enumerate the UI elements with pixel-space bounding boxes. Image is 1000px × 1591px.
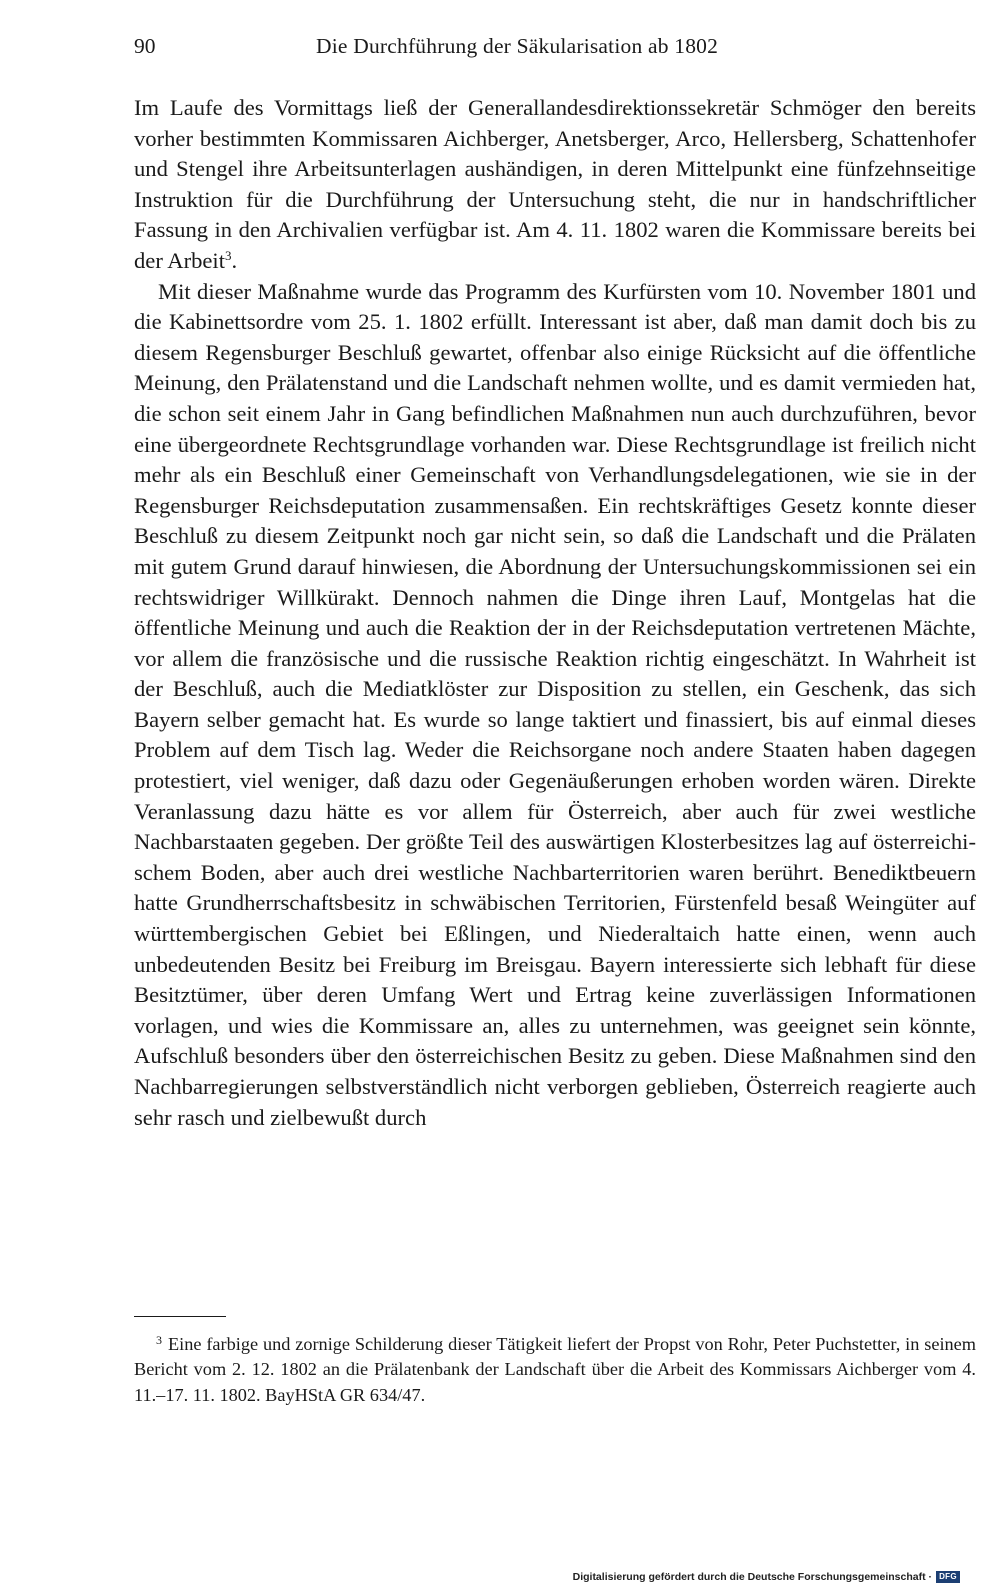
- dfg-logo-icon: DFG: [936, 1571, 960, 1583]
- page-number: 90: [134, 34, 156, 58]
- paragraph-2: [134, 277, 976, 1134]
- paragraph-1: [134, 93, 976, 277]
- footnote-text: Eine farbige und zornige Schilderung dieser Tätigkeit liefert der Propst von Rohr, Peter Puchstetter, in seinem Bericht vom 2. 12. 1802 an die Prälatenbank der Landschaft über die Arbeit des Kommissars Aichberger vom 4. 11.–17. 11. 1802. BayHStA GR 634/47.: [134, 1334, 976, 1405]
- credit-text: Digitalisierung gefördert durch die Deutsche Forschungsgemeinschaft ·: [572, 1571, 932, 1583]
- running-title: Die Durchführung der Säkularisation ab 1802: [316, 34, 719, 58]
- footnote-separator: [134, 1316, 226, 1317]
- footnote-3: [134, 1332, 976, 1408]
- footnote-reference: 3: [224, 247, 232, 263]
- footnotes: [134, 1332, 976, 1408]
- body-text: [134, 93, 976, 1133]
- digitization-credit: [573, 1571, 960, 1583]
- running-head: [134, 34, 976, 64]
- paragraph-text: Mit dieser Maßnahme wurde das Programm des Kurfürsten vom 10. November 1801 und die Kabinettsordre vom 25. 1. 1802 erfüllt. Interessant ist aber, daß man damit doch bis zu diesem Regensburger Beschluß gewartet, offenbar also einige Rücksicht auf die öffentliche Meinung, den Prälatenstand und die Landschaft nehmen wollte, und es damit vermieden hat, die schon seit einem Jahr in Gang befindlichen Maßnahmen nun auch durchzuführen, bevor eine übergeordnete Rechtsgrundlage vorhanden war. Diese Rechtsgrundlage ist freilich nicht mehr als ein Beschluß einer Gemeinschaft von Verhandlungsdelegationen, wie sie in der Regensburger Reichsdeputation zusammensaßen. Ein rechtskräftiges Gesetz konnte dieser Beschluß zu diesem Zeitpunkt noch gar nicht sein, so daß die Landschaft und die Prälaten mit gutem Grund darauf hinwiesen, die Abordnung der Untersuchungskommissionen sei ein rechtswidriger Willkürakt. Dennoch nahmen die Dinge ihren Lauf, Montgelas hat die öffentliche Meinung und auch die Reaktion der in der Reichsdeputation vertretenen Mächte, vor allem die französische und die russische Reaktion richtig eingeschätzt. In Wahrheit ist der Beschluß, auch die Mediatklöster zur Disposition zu stellen, ein Geschenk, das sich Bayern selber gemacht hat. Es wurde so lange taktiert und finassiert, bis auf einmal dieses Problem auf dem Tisch lag. Weder die Reichsorgane noch andere Staaten haben dagegen protestiert, viel weniger, daß dazu oder Gegenäußerungen erhoben worden wären. Direkte Veranlassung dazu hätte es vor allem für Österreich, aber auch für zwei westliche Nachbarstaaten gegeben. Der größte Teil des auswärtigen Klosterbesitzes lag auf österreichischem Boden, aber auch drei westliche Nachbarterritorien waren berührt. Benediktbeuern hatte Grundherrschaftsbesitz in schwäbischen Territorien, Fürstenfeld besaß Weingüter auf württembergischen Gebiet bei Eßlingen, und Niederaltaich hatte einen, wenn auch unbedeutenden Besitz bei Freiburg im Breisgau. Bayern interessierte sich lebhaft für diese Besitztümer, über deren Umfang Wert und Ertrag keine zuverlässigen Informationen vorlagen, und wies die Kommissare an, alles zu unternehmen, was geeignet sein könnte, Aufschluß besonders über den österreichischen Besitz zu geben. Diese Maßnahmen sind den Nachbarregierungen selbstverständlich nicht verborgen geblieben, Österreich reagierte auch sehr rasch und zielbewußt durch: [134, 278, 976, 1130]
- paragraph-end: .: [231, 247, 238, 273]
- paragraph-text: Im Laufe des Vormittags ließ der Generallandesdirektionssekretär Schmöger den bereits vorher bestimmten Kommissaren Aichberger, Anetsberger, Arco, Hellersberg, Schattenhofer und Stengel ihre Arbeitsunterlagen aushändigen, in deren Mittelpunkt eine fünfzehnseitige Instruktion für die Durchführung der Untersuchung steht, die nur in handschriftlicher Fassung in den Archivalien verfügbar ist. Am 4. 11. 1802 waren die Kommissare bereits bei der Arbeit: [134, 95, 976, 273]
- footnote-number: 3: [156, 1333, 162, 1347]
